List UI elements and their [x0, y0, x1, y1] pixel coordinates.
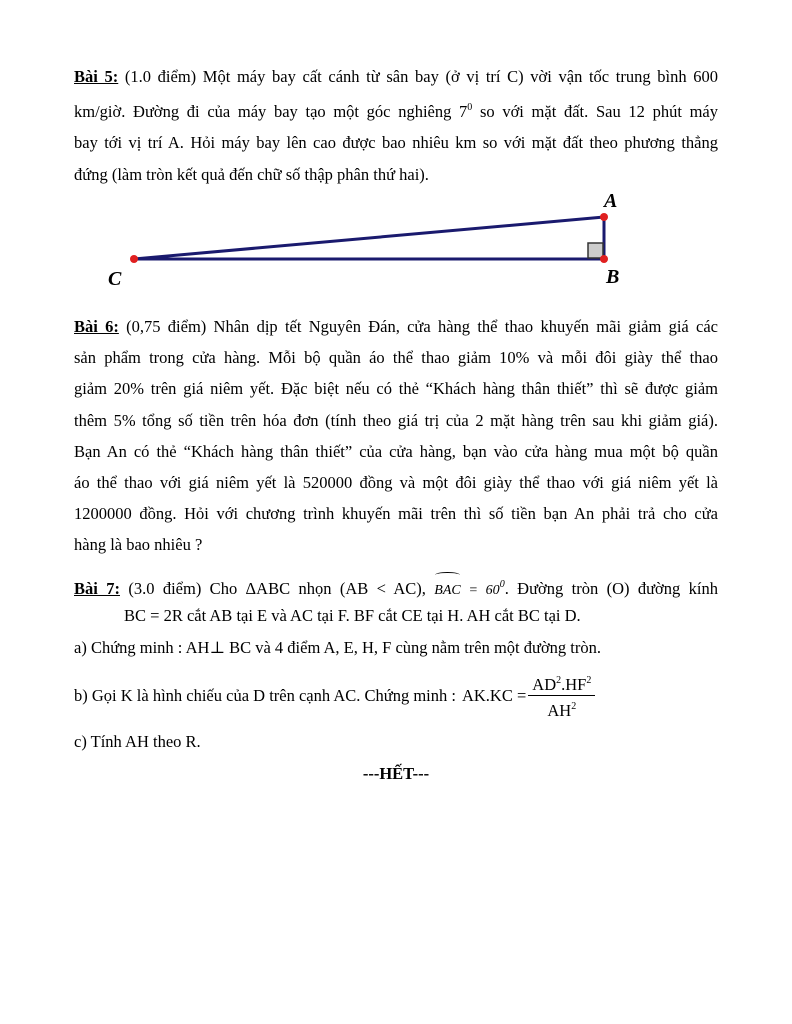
problem-5-line-4: đứng (làm tròn kết quả đến chữ số thập phân thứ hai). [74, 164, 429, 184]
degree-superscript: 0 [467, 102, 473, 114]
point-c [130, 255, 138, 263]
problem-6-line-4: thêm 5% tổng số tiền trên hóa đơn (tính theo giá trị của 2 mặt hàng trên sau khi giảm giá). [74, 410, 718, 430]
angle-arc [435, 572, 459, 578]
label-c: C [108, 268, 122, 290]
problem-6-label: Bài 6: [74, 317, 119, 336]
problem-7-line-1: Bài 7: (3.0 điểm) Cho ΔABC nhọn (AB < AC), BAC = $60^0$. Đường tròn (O) đường kính [74, 569, 718, 606]
formula-denominator: $AH^2$ [547, 700, 577, 720]
problem-5-line-2: km/giờ. Đường đi của máy bay tạo một góc nghiêng $7^0$ so với mặt đất. Sau 12 phút máy [74, 102, 718, 122]
problem-5-line-3: bay tới vị trí A. Hỏi máy bay lên cao được bao nhiêu km so với mặt đất theo phương thẳng [74, 133, 718, 153]
label-b: B [606, 266, 620, 288]
segment-ca [134, 217, 604, 259]
problem-5-label: Bài 5: [74, 67, 119, 86]
problem-7-part-a: a) Chứng minh : AH⊥ BC và 4 điểm A, E, H, F cùng nằm trên một đường tròn. [74, 638, 602, 657]
formula-lhs: AK.KC = [461, 686, 527, 705]
problem-7-part-b: b) Gọi K là hình chiếu của D trên cạnh AC. Chứng minh : AK.KC = $\frac{AD^2.HF^2}{AH^2}$ [74, 670, 595, 722]
problem-5 [74, 61, 718, 190]
problem-7-label: Bài 7: [74, 579, 120, 598]
point-a [600, 213, 608, 221]
problem-6-line-5: Bạn An có thẻ “Khách hàng thân thiết” của cửa hàng, bạn vào cửa hàng mua một bộ quần [74, 441, 718, 461]
label-a: A [604, 190, 618, 212]
formula-fraction [528, 671, 595, 722]
formula-numerator: $AD^2.HF^2$ [528, 671, 595, 696]
angle-bac: BAC = $60^0$ [434, 583, 504, 598]
problem-6-line-1: Bài 6: (0,75 điểm) Nhân dịp tết Nguyên Đán, cửa hàng thể thao khuyến mãi giảm giá các [74, 317, 718, 336]
point-b [600, 255, 608, 263]
problem-6-line-3: giảm 20% trên giá niêm yết. Đặc biệt nếu có thẻ “Khách hàng thân thiết” thì sẽ được giảm [74, 379, 718, 399]
triangle-figure [74, 185, 718, 295]
problem-6-line-6: áo thể thao với giá niêm yết là 520000 đồng và một đôi giày thể thao với giá niêm yết là [74, 473, 718, 493]
problem-6 [74, 311, 718, 561]
end-marker: ---HẾT--- [362, 764, 430, 783]
problem-7-part-c: c) Tính AH theo R. [74, 732, 201, 751]
problem-6-line-2: sản phẩm trong cửa hàng. Mỗi bộ quần áo thể thao giảm 10% và mỗi đôi giày thể thao [74, 348, 718, 368]
problem-5-line-1: Bài 5: (1.0 điểm) Một máy bay cất cánh từ sân bay (ở vị trí C) vời vận tốc trung bình 600 [74, 67, 718, 86]
problem-6-line-8: hàng là bao nhiêu ? [74, 535, 203, 555]
right-angle-marker [588, 243, 603, 258]
problem-7-line-2: BC = 2R cắt AB tại E và AC tại F. BF cắt CE tại H. AH cắt BC tại D. [124, 606, 581, 625]
problem-6-line-7: 1200000 đồng. Hỏi với chương trình khuyến mãi trên thì số tiền bạn An phải trả cho cửa [74, 504, 718, 524]
